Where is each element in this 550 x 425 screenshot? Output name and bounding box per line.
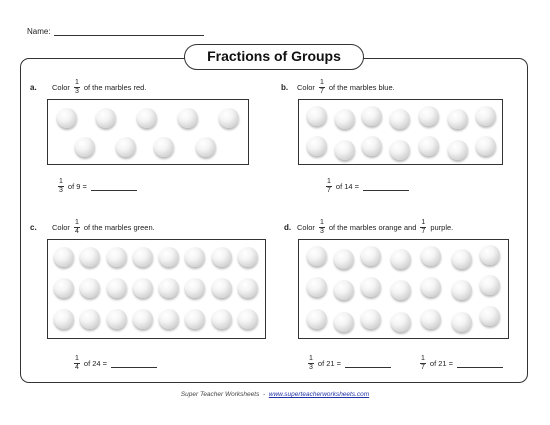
marble[interactable] xyxy=(334,312,354,332)
marble[interactable] xyxy=(307,309,327,329)
fraction-numerator: 1 xyxy=(319,79,324,86)
name-label: Name: xyxy=(27,27,51,36)
marble[interactable] xyxy=(452,312,472,332)
marble[interactable] xyxy=(116,137,136,157)
fraction xyxy=(319,219,325,236)
marble[interactable] xyxy=(159,247,179,267)
marble[interactable] xyxy=(219,108,239,128)
footer xyxy=(0,391,550,398)
marble[interactable] xyxy=(448,140,468,160)
equation-text: of 21 = xyxy=(317,359,342,368)
marble[interactable] xyxy=(133,309,153,329)
problem-letter: d. xyxy=(284,223,292,232)
marble-box-b xyxy=(298,99,503,165)
answer-blank[interactable] xyxy=(345,360,391,368)
fraction-denominator: 3 xyxy=(74,88,79,95)
marble[interactable] xyxy=(159,278,179,298)
marble[interactable] xyxy=(391,312,411,332)
fraction-denominator: 3 xyxy=(309,364,313,371)
fraction-numerator: 1 xyxy=(327,178,331,185)
fraction-denominator: 3 xyxy=(319,228,324,235)
marble[interactable] xyxy=(212,278,232,298)
fraction xyxy=(420,219,426,236)
marble[interactable] xyxy=(178,108,198,128)
marble[interactable] xyxy=(362,136,382,156)
marble[interactable] xyxy=(419,136,439,156)
marble[interactable] xyxy=(107,309,127,329)
answer-blank[interactable] xyxy=(111,360,157,368)
marble[interactable] xyxy=(307,277,327,297)
marble[interactable] xyxy=(362,106,382,126)
instruction-text: of the marbles blue. xyxy=(328,83,395,92)
instruction-text: of the marbles red. xyxy=(83,83,147,92)
marble[interactable] xyxy=(133,278,153,298)
problem-a-equation xyxy=(54,178,137,195)
marble-box-c xyxy=(47,239,266,339)
equation-text: of 21 = xyxy=(429,359,454,368)
marble[interactable] xyxy=(390,109,410,129)
name-blank[interactable] xyxy=(54,27,204,36)
fraction-numerator: 1 xyxy=(74,219,79,226)
marble[interactable] xyxy=(212,247,232,267)
marble[interactable] xyxy=(476,106,496,126)
marble[interactable] xyxy=(80,309,100,329)
marble[interactable] xyxy=(96,108,116,128)
marble[interactable] xyxy=(448,109,468,129)
fraction-denominator: 7 xyxy=(421,364,425,371)
instruction-text: of the marbles orange and xyxy=(328,223,417,232)
marble[interactable] xyxy=(196,137,216,157)
fraction xyxy=(74,355,80,372)
fraction-denominator: 4 xyxy=(74,228,79,235)
instruction-text: of the marbles green. xyxy=(83,223,155,232)
problem-letter: a. xyxy=(30,83,37,92)
marble[interactable] xyxy=(307,246,327,266)
fraction xyxy=(74,219,80,236)
marble[interactable] xyxy=(480,275,500,295)
marble[interactable] xyxy=(238,278,258,298)
marble[interactable] xyxy=(452,280,472,300)
answer-blank[interactable] xyxy=(363,183,409,191)
problem-c-equation xyxy=(70,355,157,372)
marble[interactable] xyxy=(334,280,354,300)
equation-text: of 14 = xyxy=(335,182,360,191)
fraction-numerator: 1 xyxy=(59,178,63,185)
problem-d-instruction xyxy=(284,219,453,236)
footer-brand: Super Teacher Worksheets xyxy=(180,391,260,398)
marble[interactable] xyxy=(107,247,127,267)
marble[interactable] xyxy=(212,309,232,329)
marble[interactable] xyxy=(185,309,205,329)
answer-blank[interactable] xyxy=(457,360,503,368)
marble[interactable] xyxy=(480,306,500,326)
marble[interactable] xyxy=(335,140,355,160)
marble[interactable] xyxy=(137,108,157,128)
marble[interactable] xyxy=(419,106,439,126)
marble[interactable] xyxy=(54,247,74,267)
marble[interactable] xyxy=(335,109,355,129)
problem-b-instruction xyxy=(281,79,395,96)
problem-letter: b. xyxy=(281,83,289,92)
marble[interactable] xyxy=(421,246,441,266)
fraction-numerator: 1 xyxy=(74,79,79,86)
fraction xyxy=(326,178,332,195)
marble[interactable] xyxy=(238,309,258,329)
fraction xyxy=(319,79,325,96)
marble[interactable] xyxy=(185,247,205,267)
marble[interactable] xyxy=(421,309,441,329)
problem-b-equation xyxy=(322,178,409,195)
color-word: Color xyxy=(52,83,70,92)
marble[interactable] xyxy=(107,278,127,298)
equation-text: of 24 = xyxy=(83,359,108,368)
instruction-text-2: purple. xyxy=(430,223,454,232)
marble[interactable] xyxy=(476,136,496,156)
marble[interactable] xyxy=(361,277,381,297)
marble[interactable] xyxy=(75,137,95,157)
marble[interactable] xyxy=(159,309,179,329)
problem-c-instruction xyxy=(30,219,155,236)
fraction-denominator: 7 xyxy=(421,228,426,235)
footer-link[interactable]: www.superteacherworksheets.com xyxy=(268,391,370,398)
fraction-numerator: 1 xyxy=(319,219,324,226)
fraction-numerator: 1 xyxy=(75,355,79,362)
marble[interactable] xyxy=(54,278,74,298)
marble[interactable] xyxy=(391,280,411,300)
marble[interactable] xyxy=(480,245,500,265)
problem-letter: c. xyxy=(30,223,37,232)
marble[interactable] xyxy=(421,277,441,297)
marble[interactable] xyxy=(154,137,174,157)
fraction xyxy=(74,79,80,96)
marble[interactable] xyxy=(361,309,381,329)
problem-d-equation-2 xyxy=(416,355,503,372)
marble[interactable] xyxy=(54,309,74,329)
equation-text: of 9 = xyxy=(67,182,87,191)
marble[interactable] xyxy=(80,278,100,298)
marble[interactable] xyxy=(334,249,354,269)
marble[interactable] xyxy=(185,278,205,298)
marble[interactable] xyxy=(57,108,77,128)
marble[interactable] xyxy=(307,106,327,126)
fraction-numerator: 1 xyxy=(421,355,425,362)
problem-d-equation-1 xyxy=(304,355,391,372)
marble[interactable] xyxy=(133,247,153,267)
marble[interactable] xyxy=(80,247,100,267)
marble-box-d xyxy=(298,239,509,339)
marble[interactable] xyxy=(390,140,410,160)
fraction-denominator: 7 xyxy=(319,88,324,95)
fraction xyxy=(308,355,314,372)
fraction xyxy=(58,178,64,195)
footer-separator: - xyxy=(262,391,266,398)
name-row xyxy=(27,27,204,36)
fraction-numerator: 1 xyxy=(421,219,426,226)
fraction-numerator: 1 xyxy=(309,355,313,362)
color-word: Color xyxy=(297,223,315,232)
problem-a-instruction xyxy=(30,79,146,96)
marble[interactable] xyxy=(307,136,327,156)
marble-box-a xyxy=(47,99,249,165)
fraction xyxy=(420,355,426,372)
color-word: Color xyxy=(297,83,315,92)
color-word: Color xyxy=(52,223,70,232)
page-title: Fractions of Groups xyxy=(184,44,364,70)
fraction-denominator: 4 xyxy=(75,364,79,371)
marble[interactable] xyxy=(238,247,258,267)
marble[interactable] xyxy=(361,246,381,266)
marble[interactable] xyxy=(391,249,411,269)
fraction-denominator: 7 xyxy=(327,187,331,194)
fraction-denominator: 3 xyxy=(59,187,63,194)
marble[interactable] xyxy=(452,249,472,269)
answer-blank[interactable] xyxy=(91,183,137,191)
